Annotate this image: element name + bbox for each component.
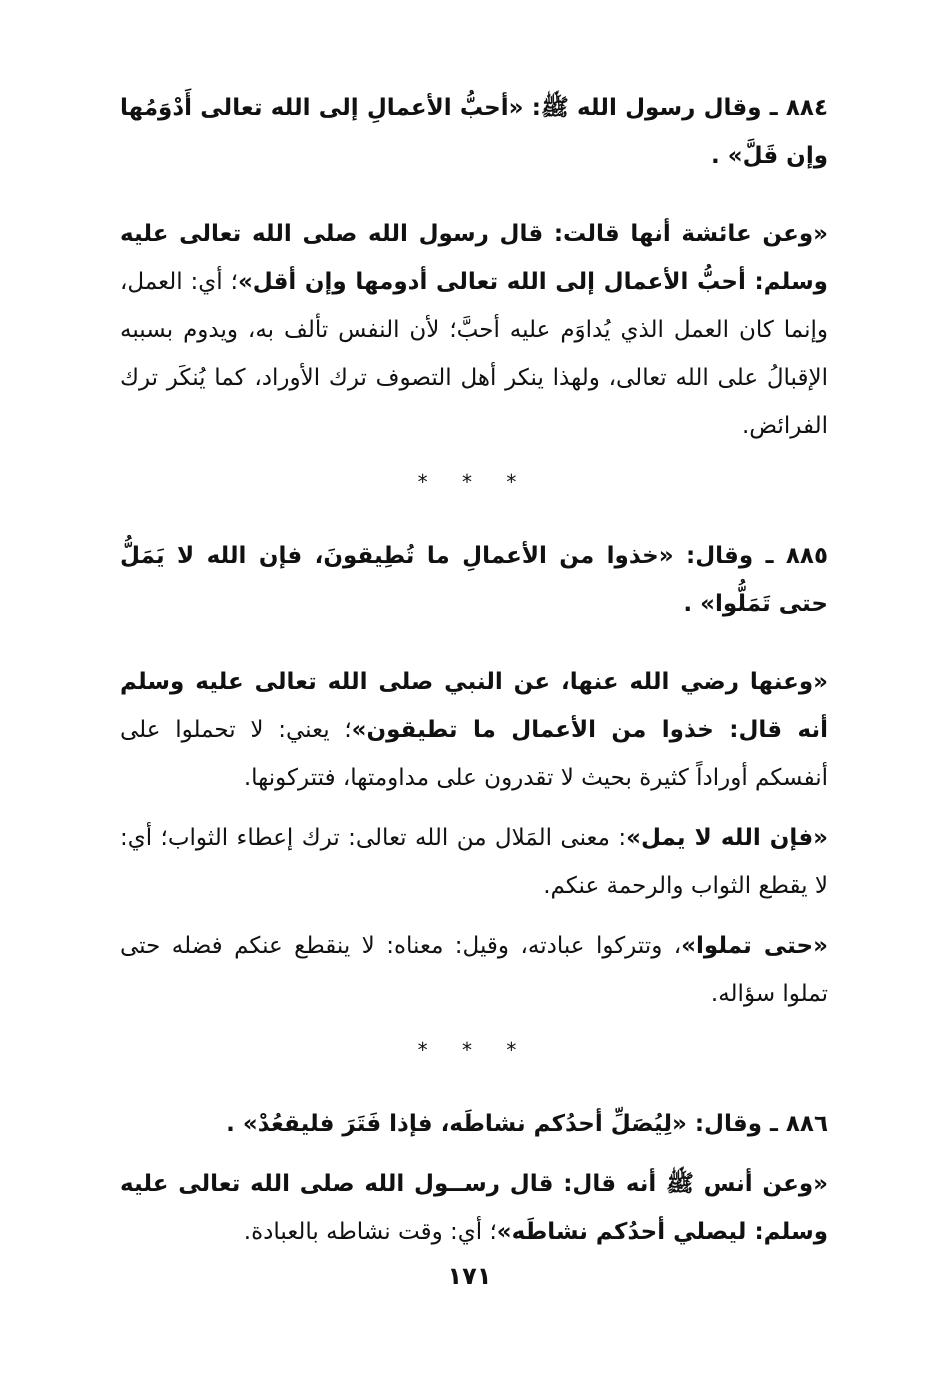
hadith-886-text: ٨٨٦ ـ وقال: «لِيُصَلِّ أحدُكم نشاطَه، فإذا فَتَرَ فليقعُدْ» . <box>226 1111 828 1137</box>
commentary-885-c <box>120 922 828 1018</box>
commentary-885-b-text: : معنى المَلال من الله تعالى: ترك إعطاء الثواب؛ أي: لا يقطع الثواب والرحمة عنكم. <box>120 825 828 899</box>
page-number: ١٧١ <box>447 1262 492 1290</box>
hadith-885 <box>120 532 828 628</box>
commentary-886 <box>120 1160 828 1256</box>
hadith-886 <box>120 1100 828 1148</box>
commentary-885-c-text: ، وتتركوا عبادته، وقيل: معناه: لا ينقطع عنكم فضله حتى تملوا سؤاله. <box>120 933 828 1007</box>
page-body <box>120 84 828 1256</box>
commentary-885-a-lead: «وعنها رضي الله عنها، عن النبي صلى الله تعالى عليه وسلم أنه قال: خذوا من الأعمال ما تطيقون» <box>120 669 828 743</box>
commentary-885-a <box>120 658 828 802</box>
commentary-884 <box>120 210 828 450</box>
commentary-885-b <box>120 814 828 910</box>
commentary-885-b-lead: «فإن الله لا يمل» <box>626 825 828 851</box>
commentary-886-text: ؛ أي: وقت نشاطه بالعبادة. <box>243 1219 497 1245</box>
hadith-885-text: ٨٨٥ ـ وقال: «خذوا من الأعمالِ ما تُطِيقونَ، فإن الله لا يَمَلُّ حتى تَمَلُّوا» . <box>120 543 828 617</box>
commentary-885-c-lead: «حتى تملوا» <box>681 933 828 959</box>
commentary-886-lead: «وعن أنس ﷺ أنه قال: قال رســول الله صلى الله تعالى عليه وسلم: ليصلي أحدُكم نشاطَه» <box>120 1171 828 1245</box>
section-separator-2: * * * <box>417 1038 531 1062</box>
commentary-884-text: ؛ أي: العمل، وإنما كان العمل الذي يُداوَم عليه أحبَّ؛ لأن النفس تألف به، ويدوم بسببه الإقبالُ على الله تعالى، ولهذا ينكر أهل التصوف ترك الأوراد، كما يُنكَر ترك الفرائض. <box>120 269 828 439</box>
commentary-884-lead: «وعن عائشة أنها قالت: قال رسول الله صلى الله تعالى عليه وسلم: أحبُّ الأعمال إلى الله تعالى أدومها وإن أقل» <box>120 221 828 295</box>
hadith-884 <box>120 84 828 180</box>
section-separator-1: * * * <box>417 470 531 494</box>
hadith-884-text: ٨٨٤ ـ وقال رسول الله ﷺ: «أحبُّ الأعمالِ إلى الله تعالى أَدْوَمُها وإن قَلَّ» . <box>120 95 828 169</box>
commentary-885-a-text: ؛ يعني: لا تحملوا على أنفسكم أوراداً كثيرة بحيث لا تقدرون على مداومتها، فتتركونها. <box>120 717 828 791</box>
